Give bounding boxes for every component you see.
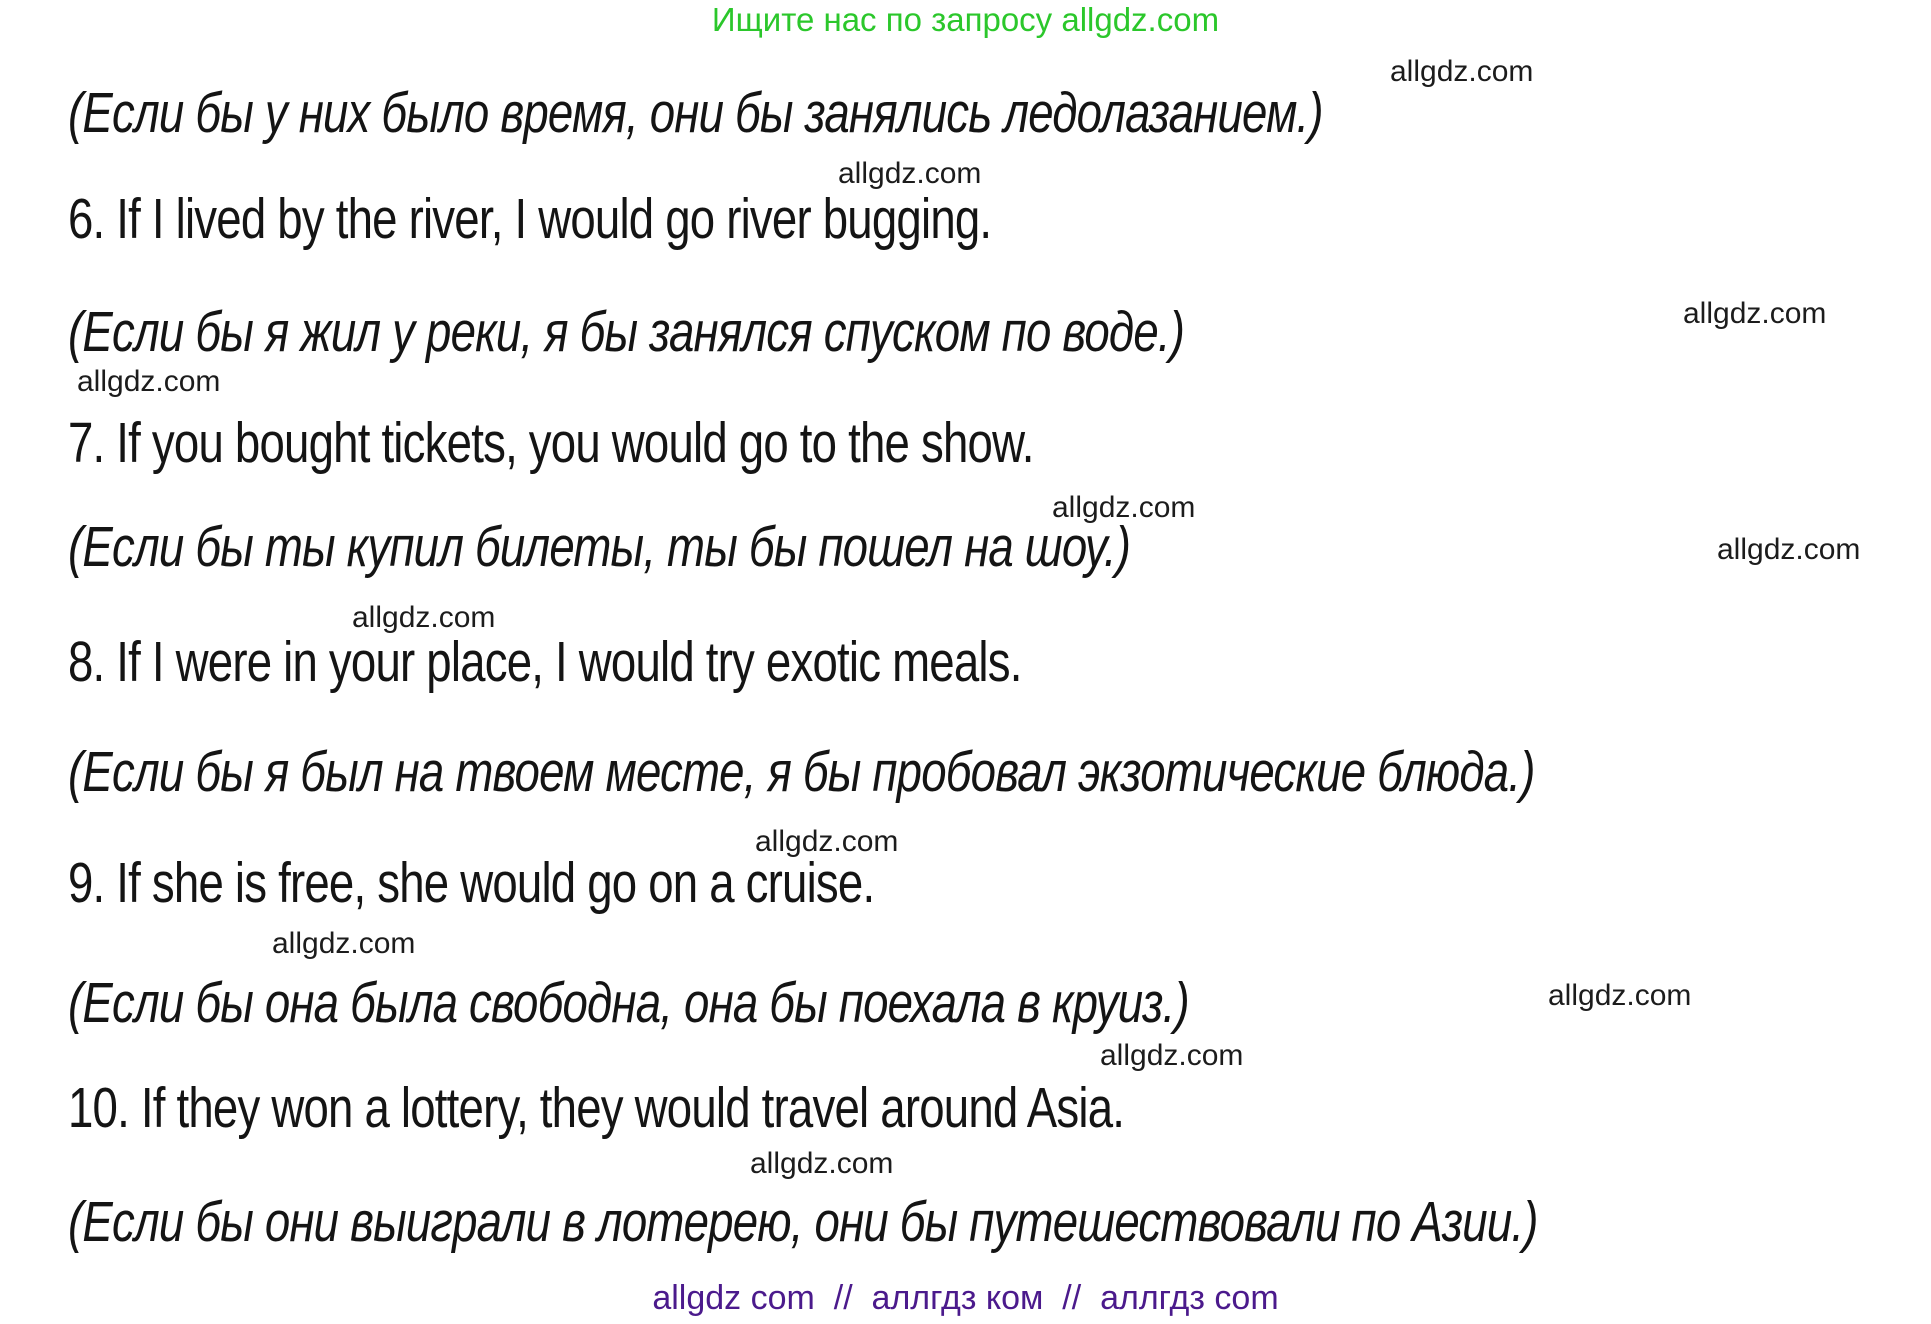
watermark: allgdz.com — [1390, 55, 1534, 88]
watermark: allgdz.com — [755, 825, 899, 858]
sentence-en-8: 8. If I were in your place, I would try exotic meals. — [68, 630, 1022, 694]
sentence-ru-intro: (Если бы у них было время, они бы занялись ледолазанием.) — [68, 81, 1323, 145]
sentence-en-6: 6. If I lived by the river, I would go river bugging. — [68, 187, 992, 251]
watermark: allgdz.com — [838, 157, 982, 190]
watermark: allgdz.com — [1100, 1039, 1244, 1072]
watermark: allgdz.com — [1683, 297, 1827, 330]
watermark: allgdz.com — [1548, 979, 1692, 1012]
sentence-en-9: 9. If she is free, she would go on a cruise. — [68, 851, 875, 915]
promo-banner: Ищите нас по запросу allgdz.com — [711, 1, 1220, 38]
watermark: allgdz.com — [750, 1147, 894, 1180]
sentence-ru-10: (Если бы они выиграли в лотерею, они бы путешествовали по Азии.) — [68, 1190, 1538, 1254]
watermark: allgdz.com — [1052, 491, 1196, 524]
footer-site-links: allgdz com // аллгдз ком // аллгдз com — [652, 1279, 1279, 1317]
watermark: allgdz.com — [272, 927, 416, 960]
watermark: allgdz.com — [77, 365, 221, 398]
sentence-ru-7: (Если бы ты купил билеты, ты бы пошел на шоу.) — [68, 515, 1131, 579]
watermark: allgdz.com — [1717, 533, 1861, 566]
sentence-en-7: 7. If you bought tickets, you would go to the show. — [68, 411, 1034, 475]
sentence-en-10: 10. If they won a lottery, they would travel around Asia. — [68, 1076, 1125, 1140]
watermark: allgdz.com — [352, 601, 496, 634]
sentence-ru-6: (Если бы я жил у реки, я бы занялся спуском по воде.) — [68, 300, 1185, 364]
sentence-ru-9: (Если бы она была свободна, она бы поехала в круиз.) — [68, 971, 1189, 1035]
sentence-ru-8: (Если бы я был на твоем месте, я бы пробовал экзотические блюда.) — [68, 740, 1535, 804]
